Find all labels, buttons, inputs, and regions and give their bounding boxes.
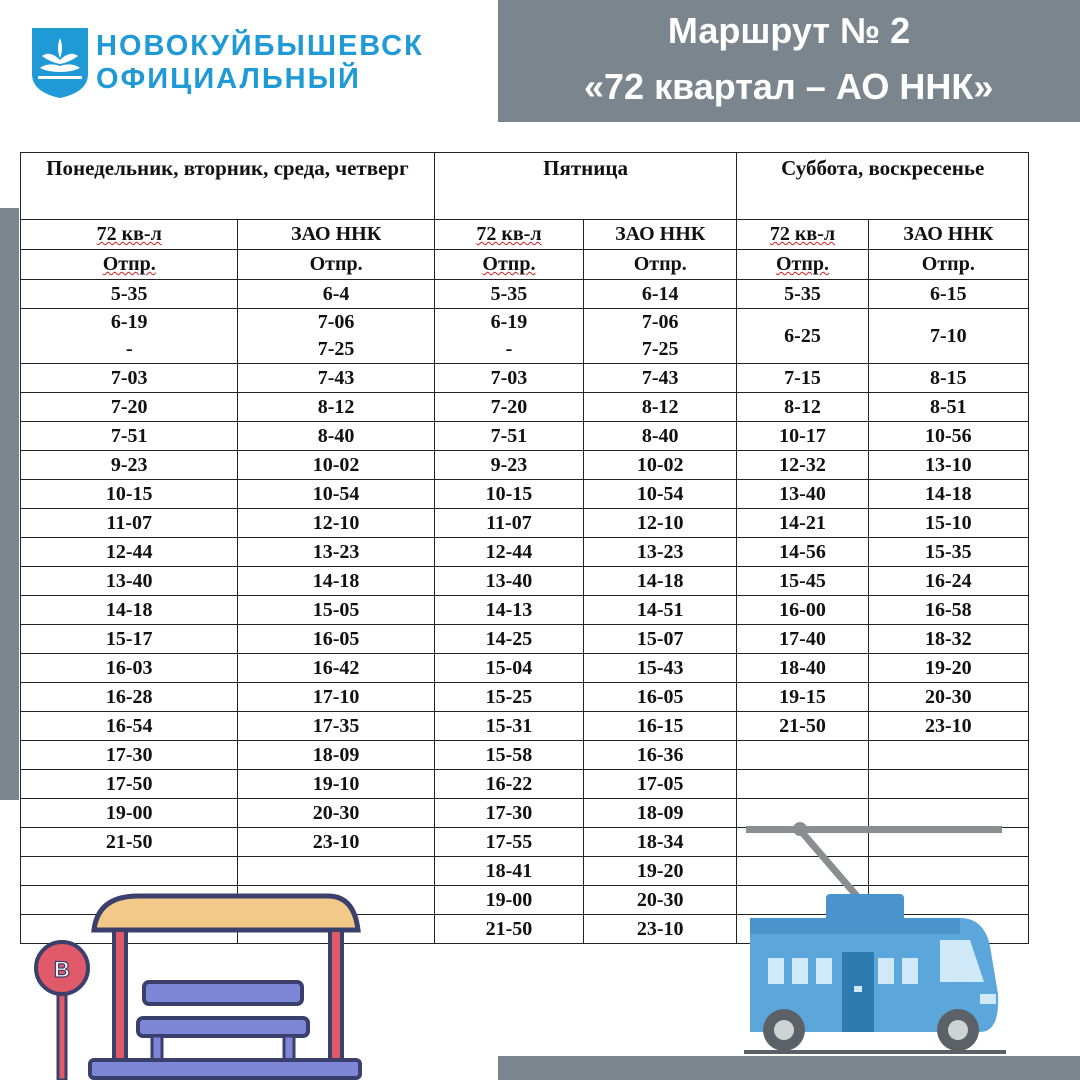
day-group-header-row [21,153,1029,220]
time-value: 13-10 [924,453,972,476]
time-value: 17-30 [485,801,533,824]
departure-time-72-kvl [737,451,868,480]
departure-time-zao-nnk [238,309,434,364]
departure-time-72-kvl [21,309,238,364]
departure-time-zao-nnk [584,280,737,309]
time-value: 7-51 [110,424,148,447]
departure-time-72-kvl [434,280,583,309]
departure-time-72-kvl [434,770,583,799]
time-value: 19-20 [636,859,684,882]
time-value: 7-51 [490,424,528,447]
time-value: 18-09 [312,743,360,766]
departure-time-zao-nnk [238,567,434,596]
time-value: 16-22 [485,772,533,795]
stop-header-zao-nnk: ЗАО ННК [868,220,1028,250]
departure-time-72-kvl [434,712,583,741]
departure-time-zao-nnk [584,712,737,741]
time-value: 18-41 [485,859,533,882]
time-value: 10-15 [485,482,533,505]
departure-time-72-kvl [737,770,868,799]
time-value: 8-12 [317,395,355,418]
schedule-row [21,538,1029,567]
departure-time-zao-nnk [238,451,434,480]
time-value: 7-06 [641,311,679,333]
departure-header-row [21,250,1029,280]
departure-time-72-kvl [434,654,583,683]
departure-time-zao-nnk [584,422,737,451]
brand-logo[interactable] [30,26,470,100]
time-value: 18-32 [924,627,972,650]
departure-time-zao-nnk [238,683,434,712]
departure-time-zao-nnk [238,538,434,567]
time-value: 9-23 [490,453,528,476]
departure-time-72-kvl [434,915,583,944]
time-value: 15-58 [485,743,533,766]
time-value: 12-10 [312,511,360,534]
departure-time-zao-nnk [868,625,1028,654]
departure-header: Отпр. [868,250,1028,280]
time-value: 10-54 [636,482,684,505]
time-value: 8-40 [317,424,355,447]
departure-time-zao-nnk [868,393,1028,422]
departure-time-72-kvl [434,451,583,480]
time-value: 17-05 [636,772,684,795]
departure-time-zao-nnk [868,280,1028,309]
departure-time-72-kvl [737,567,868,596]
departure-time-zao-nnk [584,509,737,538]
time-value: 17-10 [312,685,360,708]
departure-time-72-kvl [434,364,583,393]
time-value: 12-10 [636,511,684,534]
departure-header [21,250,238,280]
departure-time-zao-nnk [584,538,737,567]
departure-time-zao-nnk [584,915,737,944]
departure-time-zao-nnk [238,741,434,770]
stop-header-zao-nnk: ЗАО ННК [584,220,737,250]
time-value: - [125,338,133,360]
time-value: 11-07 [106,511,152,534]
time-value: 7-25 [641,338,679,360]
bottom-accent-bar [498,1056,1080,1080]
time-value: 16-00 [779,598,826,621]
time-value: 13-23 [312,540,360,563]
departure-time-72-kvl [737,538,868,567]
stop-label: 72 кв-л [96,223,162,245]
time-value: 12-44 [485,540,533,563]
schedule-row [21,280,1029,309]
departure-time-zao-nnk [238,480,434,509]
time-value: 21-50 [779,714,826,737]
time-value: 8-40 [641,424,679,447]
departure-time-zao-nnk [584,596,737,625]
departure-time-72-kvl [737,393,868,422]
departure-time-zao-nnk [584,480,737,509]
time-value: 16-15 [636,714,684,737]
time-value: 17-50 [105,772,153,795]
departure-time-72-kvl [21,596,238,625]
departure-time-72-kvl [737,625,868,654]
time-value: 9-23 [110,453,148,476]
route-number: Маршрут № 2 [667,10,911,51]
departure-time-72-kvl [737,596,868,625]
departure-time-72-kvl [21,770,238,799]
time-value: 16-54 [105,714,153,737]
departure-time-72-kvl [434,799,583,828]
time-value: 15-10 [924,511,972,534]
time-value: 17-30 [105,743,153,766]
time-value: 14-18 [924,482,972,505]
schedule-row [21,654,1029,683]
departure-time-zao-nnk [238,422,434,451]
departure-time-72-kvl [21,509,238,538]
departure-time-zao-nnk [584,364,737,393]
time-value: 10-02 [636,453,684,476]
time-value: 7-06 [317,311,355,333]
time-value: 19-00 [105,801,153,824]
departure-time-72-kvl [21,538,238,567]
time-value: 16-24 [924,569,972,592]
brand-name-line1: НОВОКУЙБЫШЕВСК [96,30,424,62]
departure-time-72-kvl [21,712,238,741]
departure-time-zao-nnk [238,280,434,309]
departure-time-72-kvl [21,654,238,683]
departure-time-zao-nnk [238,364,434,393]
time-value: 17-35 [312,714,360,737]
time-value: 8-15 [929,366,967,389]
schedule-row [21,364,1029,393]
time-value: 5-35 [784,282,821,305]
time-value: 17-40 [779,627,826,650]
stop-label: 72 кв-л [476,223,542,245]
schedule-row [21,625,1029,654]
departure-time-zao-nnk [584,770,737,799]
day-group-friday: Пятница [434,153,737,220]
schedule-row [21,309,1029,364]
departure-time-zao-nnk [238,770,434,799]
coat-of-arms-icon [30,26,90,100]
departure-time-zao-nnk [868,538,1028,567]
time-value: 16-28 [105,685,153,708]
time-value: 21-50 [105,830,153,853]
time-value: 15-17 [105,627,153,650]
departure-time-72-kvl [737,480,868,509]
bus-stop-icon [28,890,368,1080]
departure-time-zao-nnk [868,451,1028,480]
time-value: 8-51 [929,395,967,418]
departure-time-72-kvl [434,309,583,364]
time-value: 7-15 [784,366,821,389]
departure-time-zao-nnk [584,567,737,596]
time-value: 6-19 [110,311,148,333]
departure-time-zao-nnk [238,393,434,422]
departure-time-zao-nnk [868,309,1028,364]
departure-time-72-kvl [21,741,238,770]
time-value: 8-12 [641,395,679,418]
departure-time-72-kvl [21,857,238,886]
schedule-row [21,683,1029,712]
stop-header-72-kvl [737,220,868,250]
time-value: 15-43 [636,656,684,679]
time-value: 21-50 [485,917,533,940]
time-value: 7-25 [317,338,355,360]
departure-time-72-kvl [21,683,238,712]
time-value: 18-09 [636,801,684,824]
departure-time-72-kvl [737,364,868,393]
time-value: 10-02 [312,453,360,476]
time-value: 7-43 [641,366,679,389]
departure-time-72-kvl [21,422,238,451]
departure-time-zao-nnk [584,857,737,886]
departure-time-72-kvl [737,712,868,741]
departure-time-zao-nnk [868,567,1028,596]
schedule-row [21,422,1029,451]
time-value: 6-15 [929,282,967,305]
departure-time-zao-nnk [238,799,434,828]
time-value: 20-30 [636,888,684,911]
stop-header-row [21,220,1029,250]
time-value: 10-15 [105,482,153,505]
day-group-weekdays: Понедельник, вторник, среда, четверг [21,153,435,220]
schedule-row [21,480,1029,509]
departure-time-72-kvl [21,799,238,828]
time-value: 10-54 [312,482,360,505]
departure-time-72-kvl [434,567,583,596]
stop-header-zao-nnk: ЗАО ННК [238,220,434,250]
time-value: 12-32 [779,453,826,476]
time-value: 14-18 [636,569,684,592]
departure-time-72-kvl [21,567,238,596]
departure-time-72-kvl [737,509,868,538]
time-value: 13-40 [779,482,826,505]
time-value: 10-17 [779,424,826,447]
schedule-row [21,770,1029,799]
departure-time-72-kvl [434,625,583,654]
departure-time-72-kvl [21,280,238,309]
departure-label: Отпр. [482,253,536,275]
day-group-weekend: Суббота, воскресенье [737,153,1029,220]
departure-time-zao-nnk [868,509,1028,538]
time-value: 19-00 [485,888,533,911]
departure-time-zao-nnk [238,625,434,654]
time-value: 20-30 [924,685,972,708]
time-value: 16-03 [105,656,153,679]
departure-time-zao-nnk [584,886,737,915]
departure-time-72-kvl [21,828,238,857]
departure-time-zao-nnk [584,828,737,857]
departure-time-zao-nnk [868,422,1028,451]
time-value: 16-42 [312,656,360,679]
time-value: 18-40 [779,656,826,679]
departure-header [737,250,868,280]
time-value: 15-25 [485,685,533,708]
departure-time-72-kvl [434,393,583,422]
time-value: 23-10 [636,917,684,940]
time-value: 7-10 [929,324,967,347]
time-value: 6-25 [784,324,821,347]
schedule-row [21,393,1029,422]
time-value: 7-20 [110,395,148,418]
stop-header-72-kvl [434,220,583,250]
departure-time-zao-nnk [868,654,1028,683]
departure-time-zao-nnk [584,654,737,683]
time-value: 15-31 [485,714,533,737]
departure-time-zao-nnk [584,683,737,712]
departure-time-72-kvl [434,886,583,915]
departure-time-72-kvl [434,509,583,538]
departure-time-zao-nnk [584,451,737,480]
time-value: 23-10 [312,830,360,853]
departure-time-72-kvl [434,480,583,509]
time-value: 19-15 [779,685,826,708]
time-value: 6-19 [490,311,528,333]
departure-time-72-kvl [737,280,868,309]
departure-header: Отпр. [584,250,737,280]
time-value: 10-56 [924,424,972,447]
time-value: 14-13 [485,598,533,621]
time-value: 14-18 [105,598,153,621]
departure-time-zao-nnk [868,683,1028,712]
time-value: 16-58 [924,598,972,621]
time-value: 14-56 [779,540,826,563]
stop-sign-letter: B [54,957,70,982]
departure-time-72-kvl [737,422,868,451]
time-value: 5-35 [110,282,148,305]
departure-time-zao-nnk [238,596,434,625]
time-value: 15-35 [924,540,972,563]
departure-time-zao-nnk [238,828,434,857]
time-value: 19-20 [924,656,972,679]
time-value: 14-25 [485,627,533,650]
departure-time-72-kvl [434,857,583,886]
brand-name-line2: ОФИЦИАЛЬНЫЙ [96,63,361,95]
time-value: 19-10 [312,772,360,795]
schedule-row [21,567,1029,596]
departure-time-zao-nnk [868,364,1028,393]
departure-header [434,250,583,280]
departure-time-72-kvl [434,828,583,857]
departure-time-zao-nnk [868,741,1028,770]
departure-time-72-kvl [434,741,583,770]
schedule-row [21,712,1029,741]
departure-header: Отпр. [238,250,434,280]
time-value: 17-55 [485,830,533,853]
departure-time-72-kvl [21,364,238,393]
trolleybus-icon [744,818,1006,1056]
departure-time-zao-nnk [238,654,434,683]
time-value: 15-04 [485,656,533,679]
departure-time-zao-nnk [868,712,1028,741]
departure-time-72-kvl [21,480,238,509]
left-accent-bar [0,208,19,800]
time-value: 13-40 [105,569,153,592]
time-value: 7-43 [317,366,355,389]
stop-label: 72 кв-л [769,223,836,245]
time-value: 16-05 [312,627,360,650]
departure-time-zao-nnk [584,741,737,770]
schedule-row [21,596,1029,625]
departure-time-72-kvl [21,393,238,422]
time-value: - [505,338,513,360]
departure-time-72-kvl [737,741,868,770]
departure-time-zao-nnk [238,857,434,886]
time-value: 7-03 [110,366,148,389]
time-value: 7-20 [490,395,528,418]
time-value: 16-36 [636,743,684,766]
time-value: 8-12 [784,395,821,418]
time-value: 7-03 [490,366,528,389]
time-value: 13-23 [636,540,684,563]
time-value: 14-51 [636,598,684,621]
time-value: 16-05 [636,685,684,708]
time-value: 6-4 [322,282,350,305]
departure-time-72-kvl [434,683,583,712]
departure-time-zao-nnk [584,799,737,828]
time-value: 15-07 [636,627,684,650]
time-value: 15-05 [312,598,360,621]
departure-time-72-kvl [737,309,868,364]
departure-time-zao-nnk [238,509,434,538]
schedule-row [21,451,1029,480]
departure-time-zao-nnk [868,596,1028,625]
departure-time-72-kvl [434,596,583,625]
departure-time-72-kvl [737,654,868,683]
departure-time-zao-nnk [868,770,1028,799]
departure-time-72-kvl [21,625,238,654]
departure-time-zao-nnk [584,309,737,364]
time-value: 20-30 [312,801,360,824]
time-value: 11-07 [486,511,532,534]
time-value: 18-34 [636,830,684,853]
departure-time-zao-nnk [584,625,737,654]
route-title-banner [498,0,1080,122]
departure-time-72-kvl [737,683,868,712]
route-name: «72 квартал – АО ННК» [584,66,994,107]
departure-time-zao-nnk [238,712,434,741]
departure-label: Отпр. [775,253,830,275]
time-value: 23-10 [924,714,972,737]
time-value: 13-40 [485,569,533,592]
time-value: 14-18 [312,569,360,592]
time-value: 12-44 [105,540,153,563]
stop-header-72-kvl [21,220,238,250]
departure-time-72-kvl [434,422,583,451]
time-value: 5-35 [490,282,528,305]
time-value: 6-14 [641,282,679,305]
departure-time-72-kvl [434,538,583,567]
departure-time-zao-nnk [868,480,1028,509]
departure-time-72-kvl [21,451,238,480]
departure-time-zao-nnk [584,393,737,422]
time-value: 15-45 [779,569,826,592]
schedule-row [21,741,1029,770]
time-value: 14-21 [779,511,826,534]
departure-label: Отпр. [102,253,156,275]
schedule-row [21,509,1029,538]
